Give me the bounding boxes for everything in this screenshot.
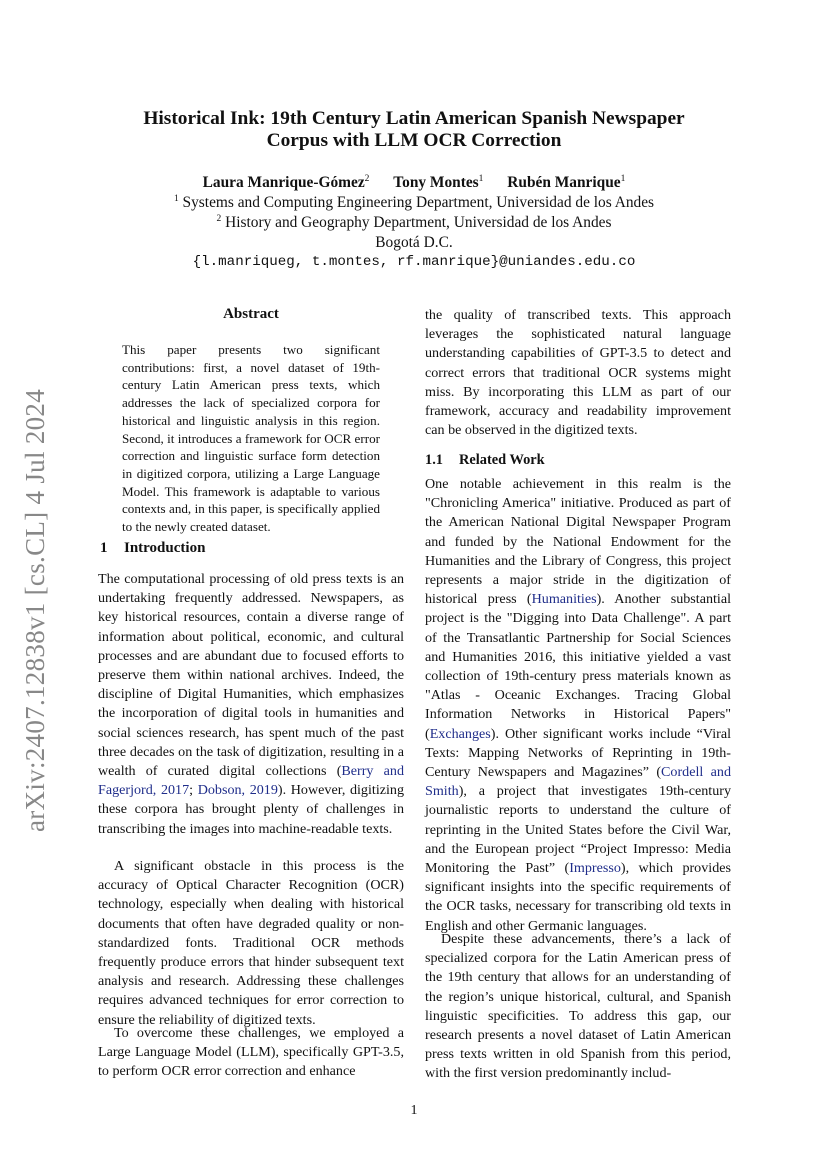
paragraph-text: ; <box>189 782 198 799</box>
abstract-heading: Abstract <box>223 306 279 322</box>
paragraph-text: One notable achievement in this realm is the "Chronicling America" initiative. Produced as part of the American National Digital Newspaper Program and funded by the National Endowment for the Humanities and the Library of Congress, this project represents a major stride in the digitization of historical press ( <box>425 476 731 608</box>
intro-paragraph-2: A significant obstacle in this process is the accuracy of Optical Character Recognition (OCR) technology, especially when dealing with historical documents that often have degraded quality or non-standardized fonts. Traditional OCR methods frequently produce errors that hinder subsequent text analysis and research. Addressing these challenges requires advanced techniques for error correction to ensure the reliability of digitized texts. <box>98 858 404 1028</box>
affiliation-text: History and Geography Department, Universidad de los Andes <box>221 214 612 231</box>
right-column-continuation: the quality of transcribed texts. This approach leverages the sophisticated natural language understanding capabilities of GPT-3.5 to detect and correct errors that traditional OCR systems might miss. By incorporating this LLM as part of our framework, accuracy and readability improvement can be observed in the digitized texts. <box>425 307 731 439</box>
citation-link[interactable]: Berry and Fagerjord, 2017 <box>98 763 404 799</box>
subsection-title: Related Work <box>459 452 545 468</box>
intro-paragraph-1 <box>98 570 404 839</box>
affiliation-1 <box>100 193 728 213</box>
subsection-number: 1.1 <box>425 452 443 468</box>
paper-title <box>110 108 718 152</box>
affiliation-mark: 2 <box>364 174 370 184</box>
author-name: Rubén Manrique <box>507 174 621 191</box>
citation-link[interactable]: Exchanges <box>429 725 491 742</box>
author-list <box>100 173 728 193</box>
affiliation-mark: 1 <box>478 174 484 184</box>
citation-link[interactable]: Impresso <box>569 860 621 877</box>
citation-link[interactable]: Humanities <box>531 591 597 608</box>
affiliation-mark: 2 <box>216 214 222 224</box>
related-work-paragraph-2: Despite these advancements, there’s a lack of specialized corpora for the Latin American press of the 19th century that allows for an understanding of the region’s unique historical, cultural, and Spanish linguistic specificities. To address this gap, our research presents a novel dataset of Latin American press texts written in old Spanish from this period, with the first version predominantly includ- <box>425 931 731 1082</box>
affiliation-mark: 1 <box>173 194 179 204</box>
paragraph-text: ). Another substantial project is the "Digging into Data Challenge". A part of the Transatlantic Partnership for Social Sciences and Humanities 2016, this initiative yielded a vast collection of 19th-century press materials known as "Atlas - Oceanic Exchanges. Tracing Global Information Networks in Historical Papers" ( <box>425 591 731 742</box>
section-title: Introduction <box>124 540 206 556</box>
author-name: Laura Manrique-Gómez <box>202 174 365 191</box>
paragraph-text: ), a project that investigates 19th-century journalistic reports to understand the culture of reprinting in the United States before the Civil War, and the European project “Project Impresso: Media Monitoring the Past” ( <box>425 783 731 877</box>
paragraph-text: ), which provides significant insights into the specific requirements of the OCR tasks, necessary for transcribing old texts in English and other Germanic languages. <box>425 860 731 934</box>
author <box>203 174 370 191</box>
arxiv-id-text: arXiv:2407.12838v1 [cs.CL] 4 Jul 2024 <box>20 388 51 832</box>
page-number: 1 <box>410 1103 418 1118</box>
subsection-heading-related-work <box>425 452 545 469</box>
paragraph-text: ). Other significant works include “Viral Texts: Mapping Networks of Reprinting in 19th-Century Newspapers and Magazines” ( <box>425 725 731 781</box>
affiliation-2 <box>100 213 728 233</box>
author <box>507 174 625 191</box>
section-heading-introduction <box>100 540 205 557</box>
related-work-paragraph-1 <box>425 475 731 936</box>
affiliation-mark: 1 <box>620 174 626 184</box>
citation-link[interactable]: Cordell and Smith <box>425 764 731 800</box>
title-line-2: Corpus with LLM OCR Correction <box>266 130 562 151</box>
contact-email: {l.manriqueg, t.montes, rf.manrique}@uniandes.edu.co <box>192 254 636 270</box>
author-name: Tony Montes <box>393 174 479 191</box>
author <box>393 174 483 191</box>
intro-paragraph-3: To overcome these challenges, we employed a Large Language Model (LLM), specifically GPT-3.5, to perform OCR error correction and enhance <box>98 1025 404 1080</box>
section-number: 1 <box>100 540 108 556</box>
affiliation-text: Systems and Computing Engineering Department, Universidad de los Andes <box>178 194 655 211</box>
paragraph-text: ). However, digitizing these corpora has brought plenty of challenges in transcribing the images into machine-readable texts. <box>98 782 404 837</box>
arxiv-side-identifier <box>14 380 58 840</box>
location: Bogotá D.C. <box>375 234 453 251</box>
title-line-1: Historical Ink: 19th Century Latin American Spanish Newspaper <box>143 108 685 129</box>
paragraph-text: The computational processing of old press texts is an undertaking frequently addressed. Newspapers, as key historical resources, contain a diverse range of information about political, economic, and cultural processes and are abundant due to focused efforts to preserve them within national archives. Indeed, the discipline of Digital Humanities, which emphasizes the incorporation of digital tools in humanities and social sciences research, has spent much of the past three decades on the task of digitization, resulting in a wealth of curated digital collections ( <box>98 571 404 780</box>
abstract-text: This paper presents two significant contributions: first, a novel dataset of 19th-century Latin American press texts, which addresses the lack of specialized corpora for historical and linguistic analysis in this region. Second, it introduces a framework for OCR error correction and linguistic surface form detection in digitized corpora, utilizing a Large Language Model. This framework is adaptable to various contexts and, in this paper, is specifically applied to the newly created dataset. <box>122 342 380 535</box>
citation-link[interactable]: Dobson, 2019 <box>197 782 278 799</box>
